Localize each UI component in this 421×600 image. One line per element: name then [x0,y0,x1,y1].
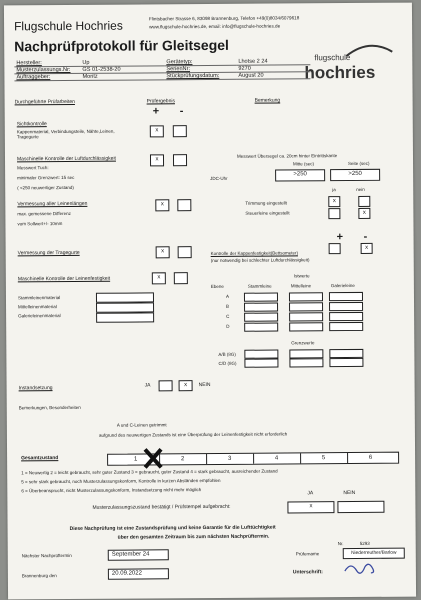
minus-symbol: - [363,230,368,243]
material-field[interactable] [96,302,154,312]
grenzwert-field[interactable] [244,350,278,359]
instand-ja-checkbox[interactable] [159,380,173,391]
instand-ja: JA [144,382,151,389]
sicht-minus-checkbox[interactable] [173,125,187,137]
grenzwert-field[interactable] [329,349,363,358]
address-line: Flintsbacher Strasse 6, 83098 Brannenburg, Telefon +49(0)8034/6079618 [149,15,300,22]
ja-label: ja [332,187,336,193]
steuer-ja-checkbox[interactable] [328,208,340,219]
level-label: B [226,303,230,309]
col-header-remark: Bemerkung [254,97,281,104]
confirm-nein-field[interactable] [337,501,384,513]
grenzwert-field[interactable] [289,349,323,358]
material-field[interactable] [96,292,154,302]
grade-cell[interactable]: 2 [160,454,207,464]
material-label: Galerieleinenmaterial [18,313,61,319]
info-value: GS 01-2538-20 [80,66,164,74]
istwerte-grid [4,3,412,6]
cd-label: C/D (8G) [218,360,237,366]
material-label: Stammleinenmaterial [17,295,61,301]
check-title: Sichtkontrolle [16,121,47,128]
trag-minus-checkbox[interactable] [178,246,192,258]
istwert-field[interactable] [329,292,363,301]
nr-value: 5293 [359,540,370,546]
leinen-plus-checkbox[interactable]: x [152,272,166,284]
grenzwerte-label: Grenzwerte [291,340,315,346]
check-desc: minimaler Grenzwert: 15 sec [17,174,75,181]
info-label: Stückprüfungsdatum: [164,72,236,80]
pruef-field[interactable]: Niederreuther/Barlow [343,548,405,559]
steuer-nein-checkbox[interactable]: x [358,208,370,219]
check-title: Vermessung aller Leinenlängen [17,200,88,208]
legend-line: 5 = sehr stark gebraucht, noch Musterzulassungskonform, Kontrolle in kurzen Abständen empfohlen [21,477,221,485]
confirm-label: Musterzulassungszustand bestätigt / Prüfstempel aufgebracht: [92,503,231,511]
check-title: Maschinelle Kontrolle der Leinenfestigkeit [17,275,111,283]
info-label: SerienNr: [164,65,236,73]
remark-line: aufgrund des neuwertigen Zustands ist eine Überprüfung der Leinenfestigkeit nicht erforderlich [98,431,288,438]
kappe-label: Kontrolle der Kappenfestigkeit(Bettsometer) [210,250,298,256]
istwert-field[interactable] [329,322,363,331]
material-label: Mittelleinenmaterial [18,304,57,310]
col-stamm: Stammleine [247,283,272,289]
col-header-work: Durchgeführte Prüfarbeiten [14,98,75,106]
place-label: Brannenburg den [21,573,57,579]
istwert-field[interactable] [244,313,278,322]
check-desc: vom Sollwert+/- 10mm [17,221,63,227]
info-label: Hersteller: [14,60,80,67]
trag-plus-checkbox[interactable]: x [156,246,170,258]
istwert-field[interactable] [329,302,363,311]
web-line: www.flugschule-hochries.de, email: info@flugschule-hochries.de [149,23,281,30]
verm-minus-checkbox[interactable] [177,199,191,211]
plus-symbol: + [152,105,160,118]
check-desc: Messwert Tuch: [17,165,49,171]
seite-label: Seite (sec) [348,160,370,167]
disclaimer-line: über den gesamten Zeitraum bis zum nächsten Nachprüftermin. [117,533,270,541]
grade-cell[interactable]: 5 [301,453,348,463]
col-galerie: Galerieleine [330,282,355,289]
page-title: Nachprüfprotokoll für Gleitsegel [14,36,229,55]
mitte-value[interactable]: >250 [275,169,325,181]
protocol-sheet [4,3,416,600]
instand-nein-checkbox[interactable]: x [179,380,193,391]
grade-cell[interactable]: 6 [368,454,373,461]
seite-value[interactable]: >250 [330,169,380,181]
school-address [149,14,299,31]
check-desc: ( <250 neuwertiger Zustand) [17,184,74,191]
luft-note: Messwert Übersegel ca. 20cm hinter Eintrittskante [236,153,338,159]
steuer-label: Steuerleine eingestellt [245,210,290,216]
info-label: Musterzulassungs.Nr: [14,66,80,73]
mitte-label: Mitte (sec) [293,161,315,167]
level-label: C [226,313,230,319]
col-header-result: Prüfergebnis [146,98,175,105]
minus-symbol: - [179,105,184,118]
istwert-field[interactable] [244,303,278,312]
luft-plus-checkbox[interactable]: x [150,154,164,166]
ab-label: A/B (8G) [218,351,236,357]
info-table [14,58,310,81]
luft-minus-checkbox[interactable] [173,154,187,166]
istwerte-label: Istwerte [293,273,310,279]
confirm-ja: JA [307,490,314,497]
istwert-field[interactable] [244,323,278,332]
info-value: August 20 [236,72,310,80]
check-title: Vermessung der Tragegurte [17,249,80,257]
istwert-field[interactable] [289,312,323,321]
nein-label: nein [356,186,365,192]
check-desc: Kappenmaterial, Verbindungsteile, Nähte,Leinen, Tragegurte [16,128,115,140]
grenzwerte-grid [4,3,412,6]
info-value: 9270 [236,65,310,73]
legend-line: 6 = Überbeansprucht, nicht Musterzulassungskonform, Instandsetzung nicht mehr möglich [21,487,202,494]
paraglider-logo-icon [344,42,394,58]
leinen-minus-checkbox[interactable] [174,272,188,284]
ebene-label: Ebene [210,283,224,289]
plus-symbol: + [336,231,344,244]
remark-line: A und C-Leinen getrimmt [116,422,167,428]
level-label: D [226,323,230,329]
grade-cell[interactable]: 4 [254,453,301,463]
nr-label: Nr. [337,541,344,547]
confirm-ja-field[interactable]: x [287,501,334,513]
trim-nein-checkbox[interactable] [358,196,370,207]
grade-label: Gesamtzustand [21,455,59,462]
grade-cell[interactable]: 3 [207,454,254,464]
legend-line: 1 = Neuwertig 2 = leicht gebraucht, sehr guter Zustand 3 = gebraucht, guter Zustand 4 = stark gebraucht, ausreichender Zustand [21,468,278,476]
confirm-nein: NEIN [343,489,356,497]
kappe-minus-checkbox[interactable]: x [361,243,373,254]
trim-ja-checkbox[interactable]: x [328,196,340,207]
grade-cell[interactable]: 1 [113,454,160,464]
logo-main: hochries [304,62,376,83]
signature-mark [341,559,381,577]
logo-top: flugschule [314,53,351,63]
istwert-field[interactable] [289,292,323,301]
next-label: Nächster Nachprüftermin [21,552,72,559]
next-date-field[interactable]: September 24 [108,549,169,560]
istwert-field[interactable] [289,322,323,331]
kappe-plus-checkbox[interactable] [329,243,341,254]
grenzwert-field[interactable] [244,359,278,368]
instand-label: Instandsetzung [18,385,53,392]
instand-nein: NEIN [198,381,211,389]
info-label: Gerätetyp: [164,59,236,66]
istwert-field[interactable] [329,312,363,321]
grade-cross-mark-icon [143,447,163,469]
jdc-label: JDC-Uhr [210,175,228,181]
remarks-label: Bemerkungen, Besonderheiten [18,404,81,411]
istwert-field[interactable] [289,302,323,311]
trim-label: Trimmung eingestellt [245,200,287,206]
info-value: Up [80,59,164,66]
sign-label: Unterschrift: [292,569,323,576]
grenzwert-field[interactable] [289,358,323,367]
pruef-label: Prüfername [295,551,320,557]
kappe-note: (nur notwendig bei schlechter Luftdurchlässigkeit) [210,257,310,263]
grenzwert-field[interactable] [329,358,363,367]
material-field[interactable] [96,312,154,322]
level-label: A [225,293,230,299]
check-title: Maschinelle Kontrolle der Luftdurchlässigkeit [16,155,116,163]
istwert-field[interactable] [244,293,278,302]
date-field[interactable]: 20.09.2022 [108,568,169,579]
school-name: Flugschule Hochries [14,18,123,34]
disclaimer-line: Diese Nachprüfung ist eine Zustandsprüfung und keine Garantie für die Lufttüchtigkeit [69,524,276,532]
sicht-plus-checkbox[interactable]: x [150,125,164,137]
info-value: Lhotse 2 24 [236,58,310,65]
info-value: Moritz [80,73,164,81]
info-label: Auftraggeber: [14,73,80,80]
verm-plus-checkbox[interactable]: x [155,199,169,211]
check-desc: max. gemessene Differenz [17,210,71,217]
col-mittel: Mittelleine [290,283,312,289]
